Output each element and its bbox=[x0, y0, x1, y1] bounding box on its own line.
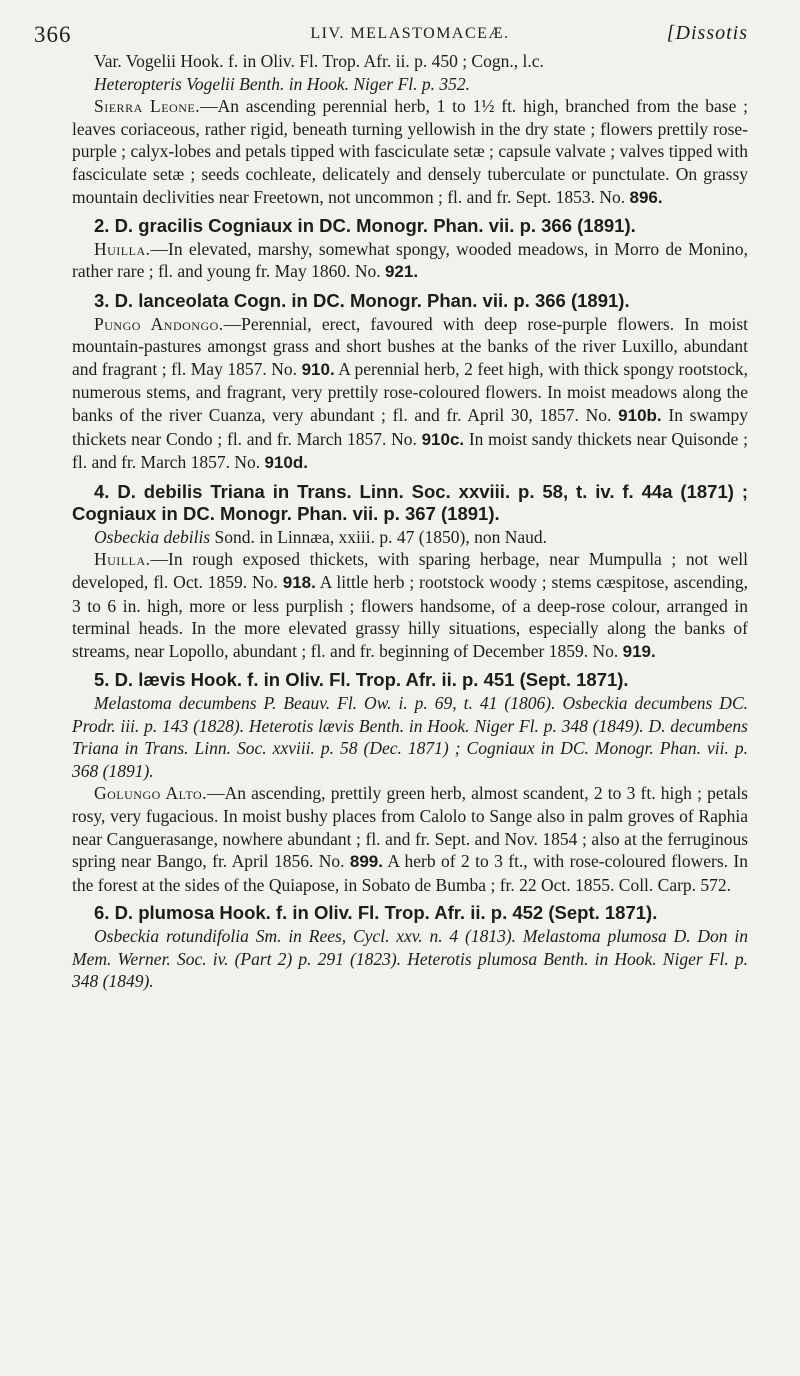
specimen-number: 921. bbox=[384, 262, 419, 282]
variety-synonym: Heteropteris Vogelii Benth. in Hook. Niger Fl. p. 352. bbox=[94, 73, 471, 94]
page-number: 366 bbox=[34, 22, 72, 47]
specimen-number: 910b. bbox=[618, 405, 662, 425]
locality-label: Huilla. bbox=[94, 549, 151, 570]
running-header bbox=[34, 16, 748, 50]
running-genus: [Dissotis bbox=[666, 22, 748, 44]
specimen-number: 910c. bbox=[421, 429, 465, 449]
variety-description: Sierra Leone.—An ascending perennial herb, 1 to 1½ ft. high, branched from the base ; leaves coriaceous, rather rigid, beneath turning yellowish in the dry state ; flowers prettily rose-purple ; calyx-lobes and petals tipped with fasciculate setæ ; capsule valvate ; valves tipped with fasciculate setæ ; seeds cochleate, delicately and densely tuberculate or punctulate. On grassy mountain declivities near Freetown, not uncommon ; fl. and fr. Sept. 1853. No. 896. bbox=[72, 96, 748, 207]
species-heading: 4. D. debilis Triana in Trans. Linn. Soc. xxviii. p. 58, t. iv. f. 44a (1871) ; Cogniaux in DC. Monogr. Phan. vii. p. 367 (1891). bbox=[72, 480, 748, 525]
locality-label: Sierra Leone. bbox=[94, 96, 201, 117]
specimen-number: 910. bbox=[301, 359, 335, 379]
species-description: Pungo Andongo.—Perennial, erect, favoured with deep rose-purple flowers. In moist mountain-pastures amongst grass and short bushes at the banks of the river Luxillo, abundant and fragrant ; fl. May 1857. No. 910. A perennial herb, 2 feet high, with thick spongy rootstock, numerous stems, and fragrant, very prettily rose-coloured flowers. In moist meadows along the banks of the river Cuanza, very abundant ; fl. and fr. April 30, 1857. No. 910b. In swampy thickets near Condo ; fl. and fr. March 1857. No. 910c. In moist sandy thickets near Quisonde ; fl. and fr. March 1857. No. 910d. bbox=[72, 313, 749, 473]
locality-label: Huilla. bbox=[94, 238, 151, 259]
species-heading: 2. D. gracilis Cogniaux in DC. Monogr. Phan. vii. p. 366 (1891). bbox=[94, 215, 636, 237]
species-synonymy: Osbeckia rotundifolia Sm. in Rees, Cycl. xxv. n. 4 (1813). Melastoma plumosa D. Don in Mem. Werner. Soc. iv. (Part 2) p. 291 (1823). Heterotis plumosa Benth. in Hook. Niger Fl. p. 348 (1849). bbox=[72, 925, 748, 992]
specimen-number: 918. bbox=[282, 573, 316, 593]
species-synonymy: Osbeckia debilis Sond. in Linnæa, xxiii. p. 47 (1850), non Naud. bbox=[94, 526, 548, 547]
locality-label: Golungo Alto. bbox=[94, 783, 208, 804]
species-synonymy: Melastoma decumbens P. Beauv. Fl. Ow. i. p. 69, t. 41 (1806). Osbeckia decumbens DC. Prodr. iii. p. 143 (1828). Heterotis lævis Benth. in Hook. Niger Fl. p. 348 (1849). D. decumbens Triana in Trans. Linn. Soc. xxviii. p. 58 (Dec. 1871) ; Cogniaux in DC. Monogr. Phan. vii. p. 368 (1891). bbox=[72, 693, 748, 781]
species-description: Huilla.—In rough exposed thickets, with sparing herbage, near Mumpulla ; not well developed, fl. Oct. 1859. No. 918. A little herb ; rootstock woody ; stems cæspitose, ascending, 3 to 6 in. high, more or less purplish ; flowers handsome, of a deep-rose colour, arranged in terminal heads. In the more elevated grassy hilly situations, especially along the banks of streams, near Lopollo, abundant ; fl. and fr. beginning of December 1859. No. 919. bbox=[72, 549, 749, 661]
locality-label: Pungo Andongo. bbox=[94, 313, 224, 334]
species-description: Huilla.—In elevated, marshy, somewhat spongy, wooded meadows, in Morro de Monino, rather rare ; fl. and young fr. May 1860. No. 921. bbox=[72, 238, 748, 282]
species-heading: 5. D. lævis Hook. f. in Oliv. Fl. Trop. Afr. ii. p. 451 (Sept. 1871). bbox=[94, 669, 629, 691]
running-title: LIV. MELASTOMACEÆ. bbox=[310, 25, 510, 42]
variety-heading: Var. Vogelii Hook. f. in Oliv. Fl. Trop. Afr. ii. p. 450 ; Cogn., l.c. bbox=[94, 51, 544, 71]
species-heading: 6. D. plumosa Hook. f. in Oliv. Fl. Trop. Afr. ii. p. 452 (Sept. 1871). bbox=[94, 902, 658, 924]
species-description: Golungo Alto.—An ascending, prettily green herb, almost scandent, 2 to 3 ft. high ; petals rosy, very fugacious. In moist bushy places from Calolo to Sange also in palm groves of Raphia near Canguerasange, nowhere abundant ; fl. and fr. Sept. and Nov. 1854 ; also at the ferruginous spring near Bango, fr. April 1856. No. 899. A herb of 2 to 3 ft., with rose-coloured flowers. In the forest at the sides of the Quiapose, in Sobato de Bumba ; fr. 22 Oct. 1855. Coll. Carp. 572. bbox=[72, 783, 749, 895]
specimen-number: 919. bbox=[622, 641, 656, 661]
specimen-number: 899. bbox=[349, 852, 383, 872]
specimen-number: 910d. bbox=[264, 453, 308, 473]
specimen-number: 896. bbox=[629, 187, 663, 207]
species-heading: 3. D. lanceolata Cogn. in DC. Monogr. Phan. vii. p. 366 (1891). bbox=[94, 289, 630, 311]
